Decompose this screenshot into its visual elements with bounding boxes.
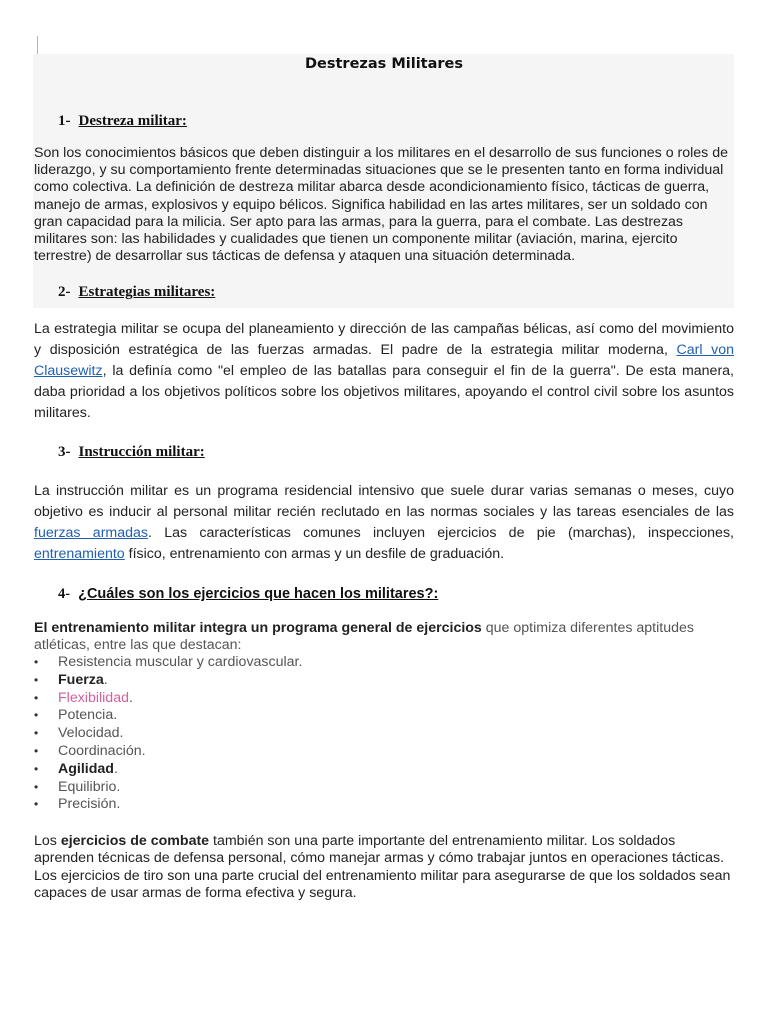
list-item: • Equilibrio. <box>34 779 734 797</box>
list-item: • Flexibilidad. <box>34 690 734 708</box>
section-2-heading <box>34 282 734 302</box>
link-entrenamiento[interactable]: entrenamiento <box>34 545 125 562</box>
section-title: ¿Cuáles son los ejercicios que hacen los militares?: <box>78 585 439 602</box>
list-item: • Resistencia muscular y cardiovascular. <box>34 654 734 672</box>
section-number: 3- <box>58 444 71 461</box>
section-title: Estrategias militares: <box>78 284 216 301</box>
section-number: 1- <box>58 113 71 129</box>
document-page <box>34 54 734 902</box>
section-1-body: Son los conocimientos básicos que deben distinguir a los militares en el desarrollo de sus funciones o roles de liderazgo, y su comportamiento frente determinadas situaciones que se le presenten tanto en forma individual como colectiva. La definición de destreza militar abarca desde acondicionamiento físico, tácticas de guerra, manejo de armas, explosivos y equipo bélicos. Significa habilidad en las artes militares, ser un soldado con gran capacidad para la milicia. Ser apto para las armas, para la guerra, para el combate. Las destrezas militares son: las habilidades y cualidades que tienen un componente militar (aviación, marina, ejercito terrestre) de desarrollar sus tácticas de defensa y ataquen una situación determinada. <box>34 145 729 265</box>
section-4-outro: Los ejercicios de combate también son una parte importante del entrenamiento militar. Los soldados aprenden técnicas de defensa personal, cómo manejar armas y cómo trabajar juntos en operaciones tácticas. Los ejercicios de tiro son una parte crucial del entrenamiento militar para asegurarse de que los soldados sean capaces de usar armas de forma efectiva y segura. <box>34 833 731 901</box>
text-cursor <box>37 36 38 54</box>
document-title: Destrezas Militares <box>305 56 463 72</box>
section-4-heading <box>34 584 734 604</box>
link-fuerzas-armadas[interactable]: fuerzas armadas <box>34 525 148 541</box>
section-number: 2- <box>58 284 71 301</box>
section-1-heading <box>34 111 734 131</box>
list-item: • Coordinación. <box>34 743 734 761</box>
list-item: • Fuerza. <box>34 672 734 690</box>
list-item: • Precisión. <box>34 796 734 814</box>
section-4-intro: El entrenamiento militar integra un programa general de ejercicios que optimiza diferentes aptitudes atléticas, entre las que destacan: <box>34 619 694 653</box>
list-item: • Agilidad. <box>34 761 734 779</box>
list-item: • Potencia. <box>34 707 734 725</box>
skills-list <box>34 654 734 814</box>
section-number: 4- <box>58 585 71 602</box>
section-title: Instrucción militar: <box>78 444 205 461</box>
section-3-body: La instrucción militar es un programa residencial intensivo que suele durar varias semanas o meses, cuyo objetivo es inducir al personal militar recién reclutado en las normas sociales y las tareas esenciales de las fuerzas armadas. Las características comunes incluyen ejercicios de pie (marchas), inspecciones, entrenamiento físico, entrenamiento con armas y un desfile de graduación. <box>34 483 734 562</box>
section-title: Destreza militar: <box>78 113 187 129</box>
section-3-heading <box>34 442 734 462</box>
section-2-body: La estrategia militar se ocupa del planeamiento y dirección de las campañas bélicas, así como del movimiento y disposición estratégica de las fuerzas armadas. El padre de la estrategia militar moderna, Carl von Clausewitz, la definía como "el empleo de las batallas para conseguir el fin de la guerra". De esta manera, daba prioridad a los objetivos políticos sobre los objetivos militares, apoyando el control civil sobre los asuntos militares. <box>34 321 734 421</box>
link-carl-von-clausewitz[interactable]: Carl von Clausewitz <box>34 342 734 380</box>
list-item: • Velocidad. <box>34 725 734 743</box>
